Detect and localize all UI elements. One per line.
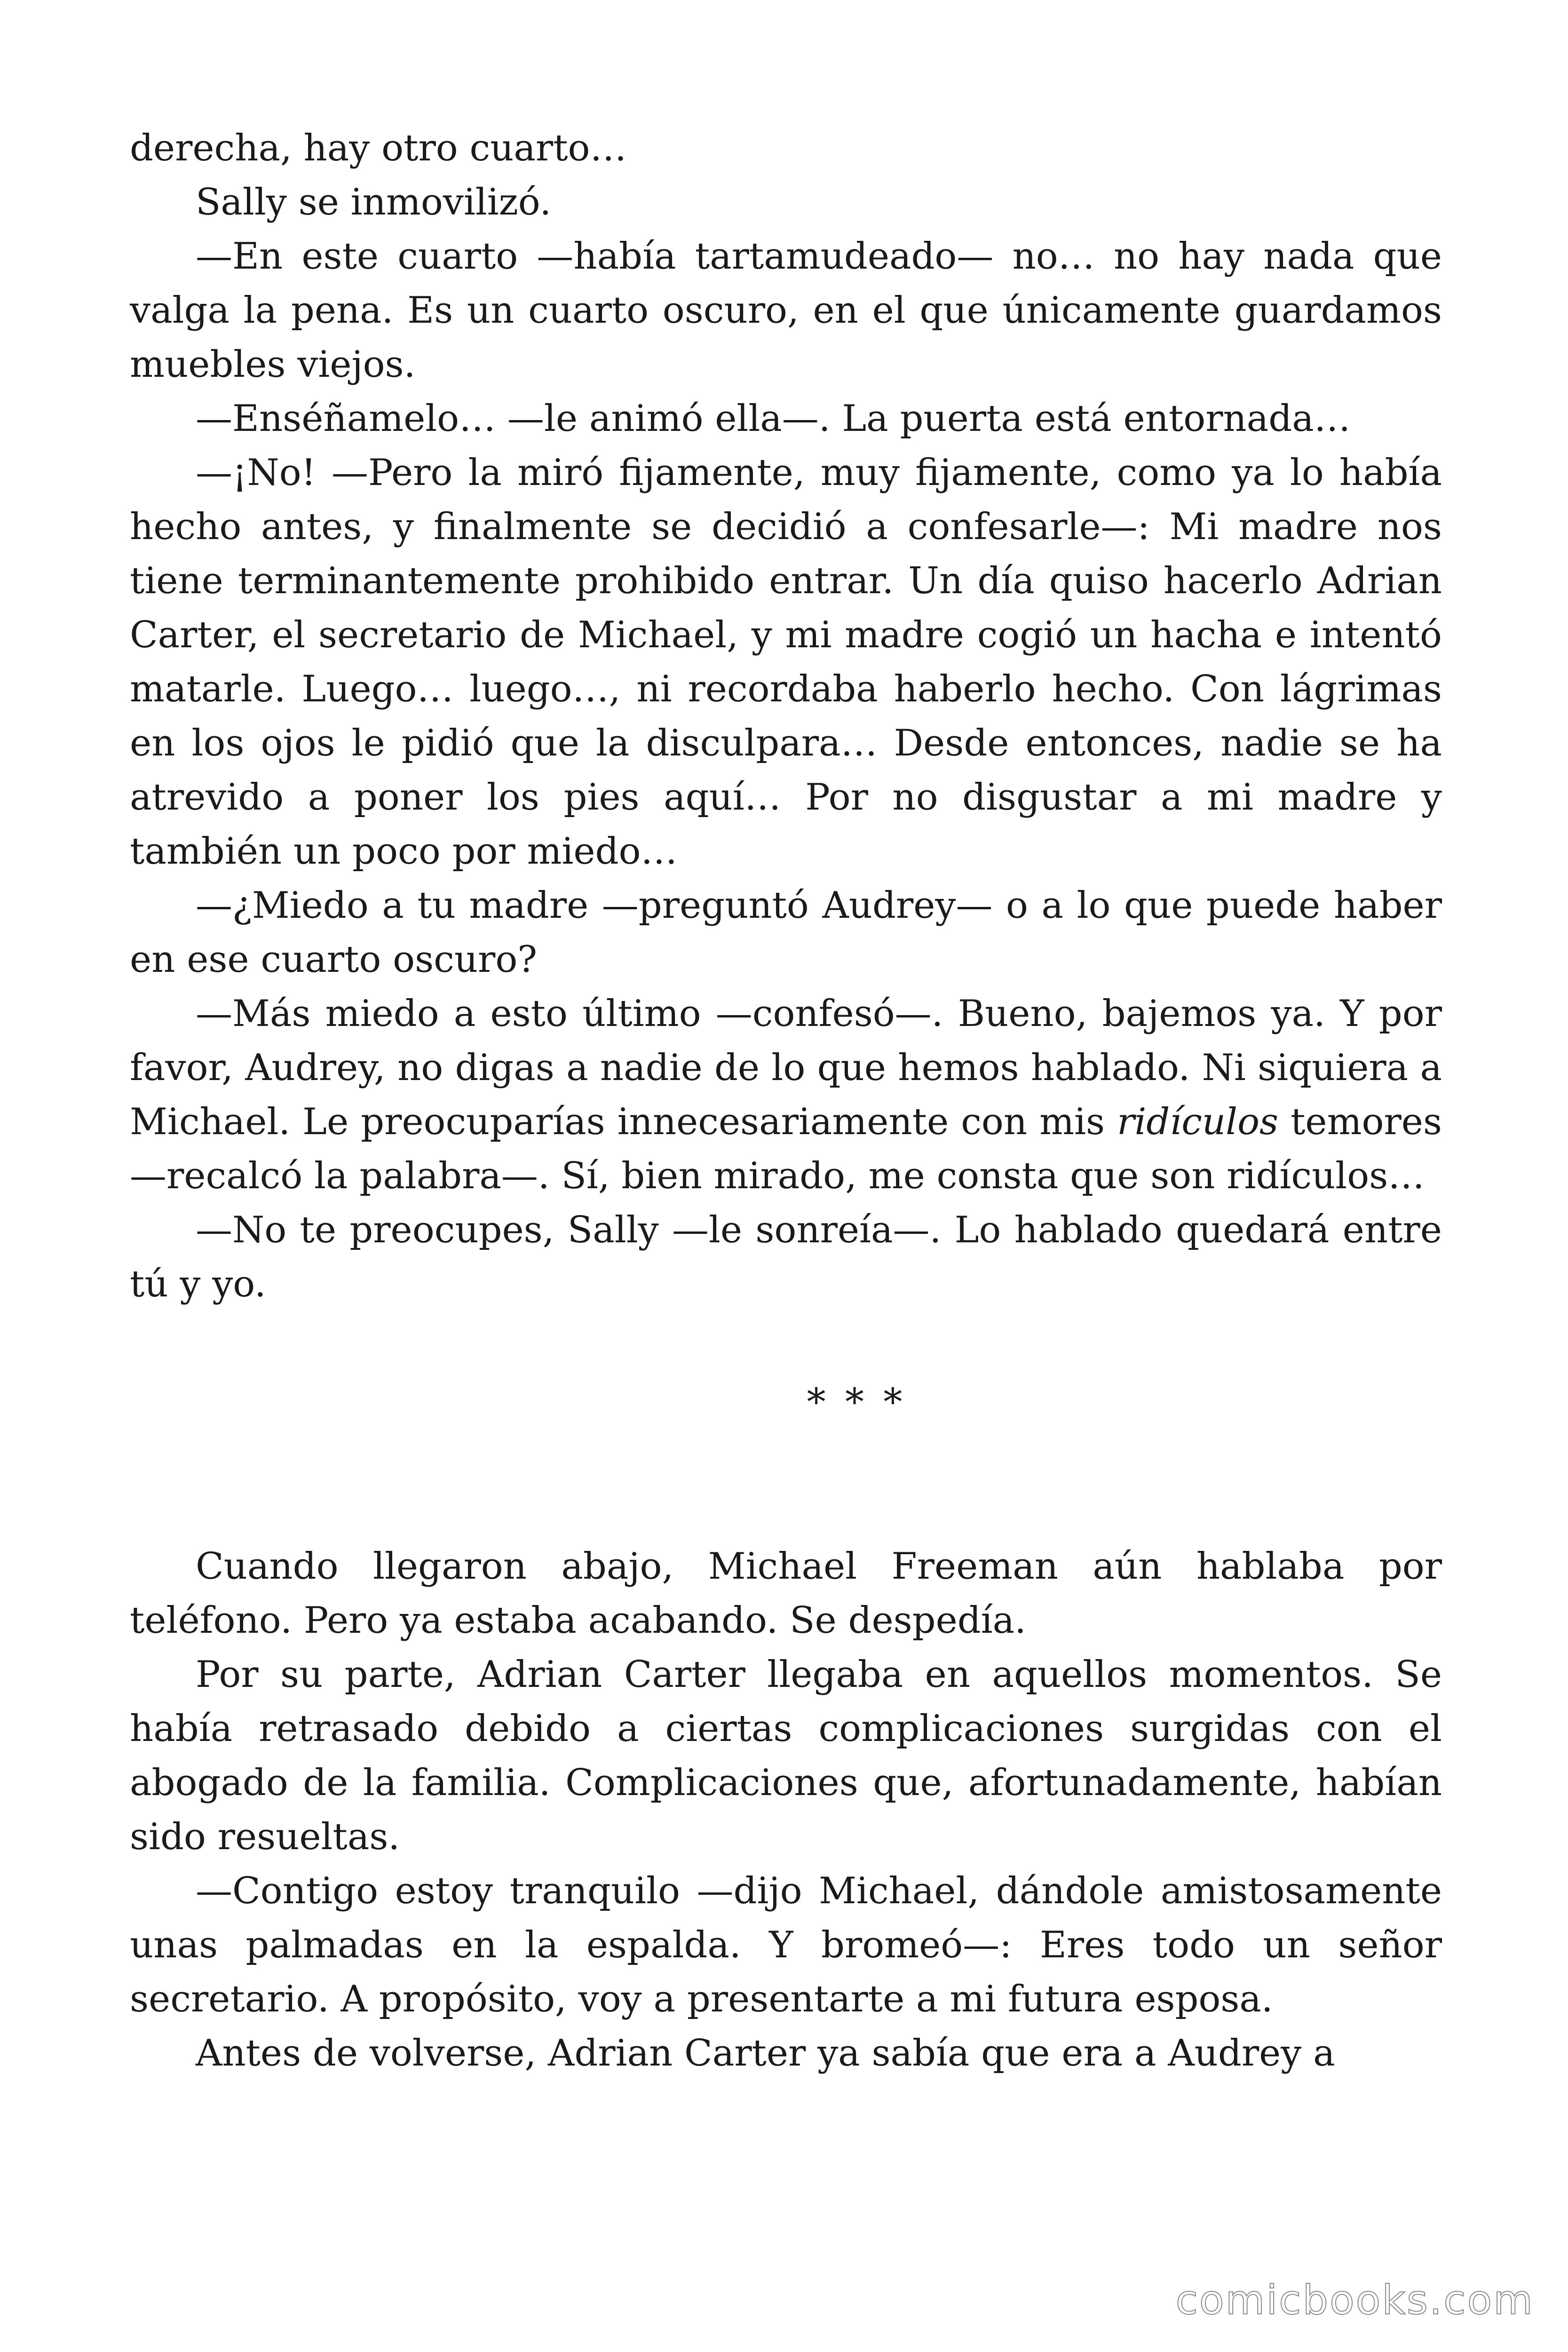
text-block-bottom xyxy=(130,1540,1442,2081)
paragraph xyxy=(130,446,1442,879)
paragraph-text: —Más miedo a esto último —confesó—. Bueno, bajemos ya. Y por favor, Audrey, no digas a nadie de lo que hemos hablado. Ni siquiera a Michael. Le preocuparías innecesariamente con mis xyxy=(130,993,1442,1143)
paragraph xyxy=(130,1648,1442,1864)
section-separator: * * * xyxy=(807,1380,906,1424)
paragraph-text: Antes de volverse, Adrian Carter ya sabía que era a Audrey a xyxy=(196,2032,1335,2074)
paragraph-text: —Contigo estoy tranquilo —dijo Michael, dándole amistosamente unas palmadas en la espalda. Y bromeó—: Eres todo un señor secretario. A propósito, voy a presentarte a mi futura esposa. xyxy=(130,1870,1442,2020)
paragraph xyxy=(130,230,1442,392)
paragraph-text: —En este cuarto —había tartamudeado— no… no hay nada que valga la pena. Es un cuarto oscuro, en el que únicamente guardamos muebles viejos. xyxy=(130,235,1442,386)
paragraph xyxy=(130,2026,1442,2081)
paragraph-text: Sally se inmovilizó. xyxy=(196,181,552,223)
paragraph xyxy=(130,175,1442,230)
text-block-top xyxy=(130,121,1442,1311)
paragraph-text: —No te preocupes, Sally —le sonreía—. Lo hablado quedará entre tú y yo. xyxy=(130,1209,1442,1305)
paragraph xyxy=(130,879,1442,987)
watermark-logo: comicbooks.com xyxy=(1175,2277,1534,2324)
paragraph-text: —¿Miedo a tu madre —preguntó Audrey— o a lo que puede haber en ese cuarto oscuro? xyxy=(130,884,1442,981)
paragraph xyxy=(130,1864,1442,2026)
paragraph-text: —Enséñamelo… —le animó ella—. La puerta está entornada… xyxy=(196,397,1351,440)
italic-text: ridículos xyxy=(1117,1101,1279,1143)
paragraph-text: Cuando llegaron abajo, Michael Freeman aún hablaba por teléfono. Pero ya estaba acabando. Se despedía. xyxy=(130,1545,1442,1642)
paragraph xyxy=(130,121,1442,175)
paragraph-text: derecha, hay otro cuarto… xyxy=(130,127,627,169)
paragraph xyxy=(130,1540,1442,1648)
paragraph xyxy=(130,987,1442,1203)
paragraph-text: temores —recalcó la palabra—. Sí, bien mirado, me consta que son ridículos… xyxy=(130,1101,1442,1197)
paragraph xyxy=(130,1203,1442,1311)
paragraph-text: —¡No! —Pero la miró fijamente, muy fijamente, como ya lo había hecho antes, y finalmente se decidió a confesarle—: Mi madre nos tiene terminantemente prohibido entrar. Un día quiso hacerlo Adrian Carter, el secretario de Michael, y mi madre cogió un hacha e intentó matarle. Luego… luego…, ni recordaba haberlo hecho. Con lágrimas en los ojos le pidió que la disculpara… Desde entonces, nadie se ha atrevido a poner los pies aquí… Por no disgustar a mi madre y también un poco por miedo… xyxy=(130,452,1442,873)
book-page xyxy=(130,121,1442,2081)
paragraph-text: Por su parte, Adrian Carter llegaba en aquellos momentos. Se había retrasado debido a ciertas complicaciones surgidas con el abogado de la familia. Complicaciones que, afortunadamente, habían sido resueltas. xyxy=(130,1653,1442,1858)
paragraph xyxy=(130,392,1442,446)
